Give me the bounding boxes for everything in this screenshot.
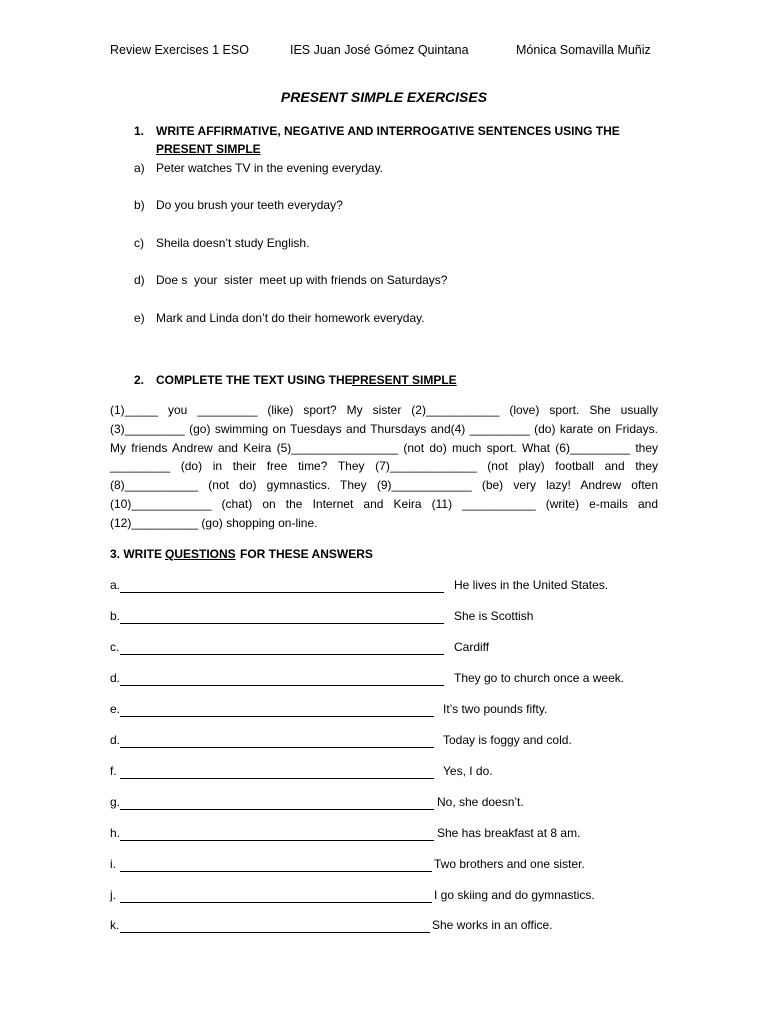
question-write-line[interactable] bbox=[120, 580, 444, 593]
sentence-c: Sheila doesn’t study English. bbox=[156, 236, 310, 250]
answer-text: They go to church once a week. bbox=[454, 671, 625, 685]
question-label: a. bbox=[110, 578, 121, 592]
question-label: g. bbox=[110, 795, 121, 809]
answer-text: She works in an office. bbox=[432, 918, 553, 932]
section3-heading-underlined: QUESTIONS bbox=[165, 547, 236, 561]
answer-text: She has breakfast at 8 am. bbox=[437, 826, 581, 840]
section2-heading-underlined: PRESENT SIMPLE bbox=[352, 373, 457, 387]
header-author: Mónica Somavilla Muñiz bbox=[516, 43, 651, 57]
question-write-line[interactable] bbox=[120, 797, 434, 810]
question-write-line[interactable] bbox=[120, 920, 430, 933]
question-label: d. bbox=[110, 733, 121, 747]
question-write-line[interactable] bbox=[120, 642, 444, 655]
question-write-line[interactable] bbox=[120, 611, 444, 624]
question-write-line[interactable] bbox=[120, 828, 434, 841]
answer-text: I go skiing and do gymnastics. bbox=[434, 888, 595, 902]
item-label: d) bbox=[134, 273, 145, 287]
header-school: IES Juan José Gómez Quintana bbox=[290, 43, 469, 57]
answer-text: Today is foggy and cold. bbox=[443, 733, 572, 747]
answer-text: Yes, I do. bbox=[443, 764, 493, 778]
question-label: j. bbox=[110, 888, 116, 902]
answer-text: Cardiff bbox=[454, 640, 490, 654]
question-write-line[interactable] bbox=[120, 735, 434, 748]
item-label: a) bbox=[134, 161, 145, 175]
answer-text: No, she doesn’t. bbox=[437, 795, 524, 809]
question-write-line[interactable] bbox=[120, 673, 444, 686]
section1-heading-underlined: PRESENT SIMPLE bbox=[156, 142, 261, 156]
sentence-a: Peter watches TV in the evening everyday. bbox=[156, 161, 384, 175]
question-label: b. bbox=[110, 609, 121, 623]
question-write-line[interactable] bbox=[120, 704, 434, 717]
fill-in-paragraph: (1)_____ you _________ (like) sport? My sister (2)___________ (love) sport. She usually (3)_________ (go) swimming on Tuesdays and Thursdays and(4) _________ (do) karate on Fridays. My friends Andrew and Keira (5)________________ (not do) much sport. What (6)_________ they _________ (do) in their free time? They (7)_____________ (not play) football and they (8)___________ (not do) gymnastics. They (9)____________ (be) very lazy! Andrew often (10)____________ (chat) on the Internet and Keira (11) ___________ (write) e-mails and (12)__________ (go) shopping on-line. bbox=[110, 403, 658, 530]
section2-number: 2. bbox=[134, 373, 145, 387]
page-title: PRESENT SIMPLE EXERCISES bbox=[280, 89, 488, 105]
item-label: e) bbox=[134, 311, 145, 325]
question-label: f. bbox=[110, 764, 117, 778]
sentence-b: Do you brush your teeth everyday? bbox=[156, 198, 343, 212]
answer-text: Two brothers and one sister. bbox=[434, 857, 585, 871]
question-write-line[interactable] bbox=[120, 859, 432, 872]
question-write-line[interactable] bbox=[120, 890, 432, 903]
item-label: c) bbox=[134, 236, 144, 250]
question-label: c. bbox=[110, 640, 120, 654]
question-label: d. bbox=[110, 671, 121, 685]
sentence-d: Doe s your sister meet up with friends on Saturdays? bbox=[156, 273, 448, 287]
answer-text: He lives in the United States. bbox=[454, 578, 609, 592]
section2-heading: COMPLETE THE TEXT USING THE bbox=[156, 373, 353, 387]
section3-heading-suffix: FOR THESE ANSWERS bbox=[240, 547, 373, 561]
question-write-line[interactable] bbox=[120, 766, 434, 779]
section1-heading: WRITE AFFIRMATIVE, NEGATIVE AND INTERROGATIVE SENTENCES USING THE bbox=[156, 124, 620, 138]
question-label: i. bbox=[110, 857, 116, 871]
header-course: Review Exercises 1 ESO bbox=[110, 43, 249, 57]
section1-number: 1. bbox=[134, 124, 145, 138]
sentence-e: Mark and Linda don’t do their homework everyday. bbox=[156, 311, 425, 325]
section3-heading-prefix: 3. WRITE bbox=[110, 547, 163, 561]
answer-text: She is Scottish bbox=[454, 609, 534, 623]
item-label: b) bbox=[134, 198, 145, 212]
question-label: k. bbox=[110, 918, 120, 932]
question-label: e. bbox=[110, 702, 121, 716]
question-label: h. bbox=[110, 826, 121, 840]
answer-text: It’s two pounds fifty. bbox=[443, 702, 548, 716]
